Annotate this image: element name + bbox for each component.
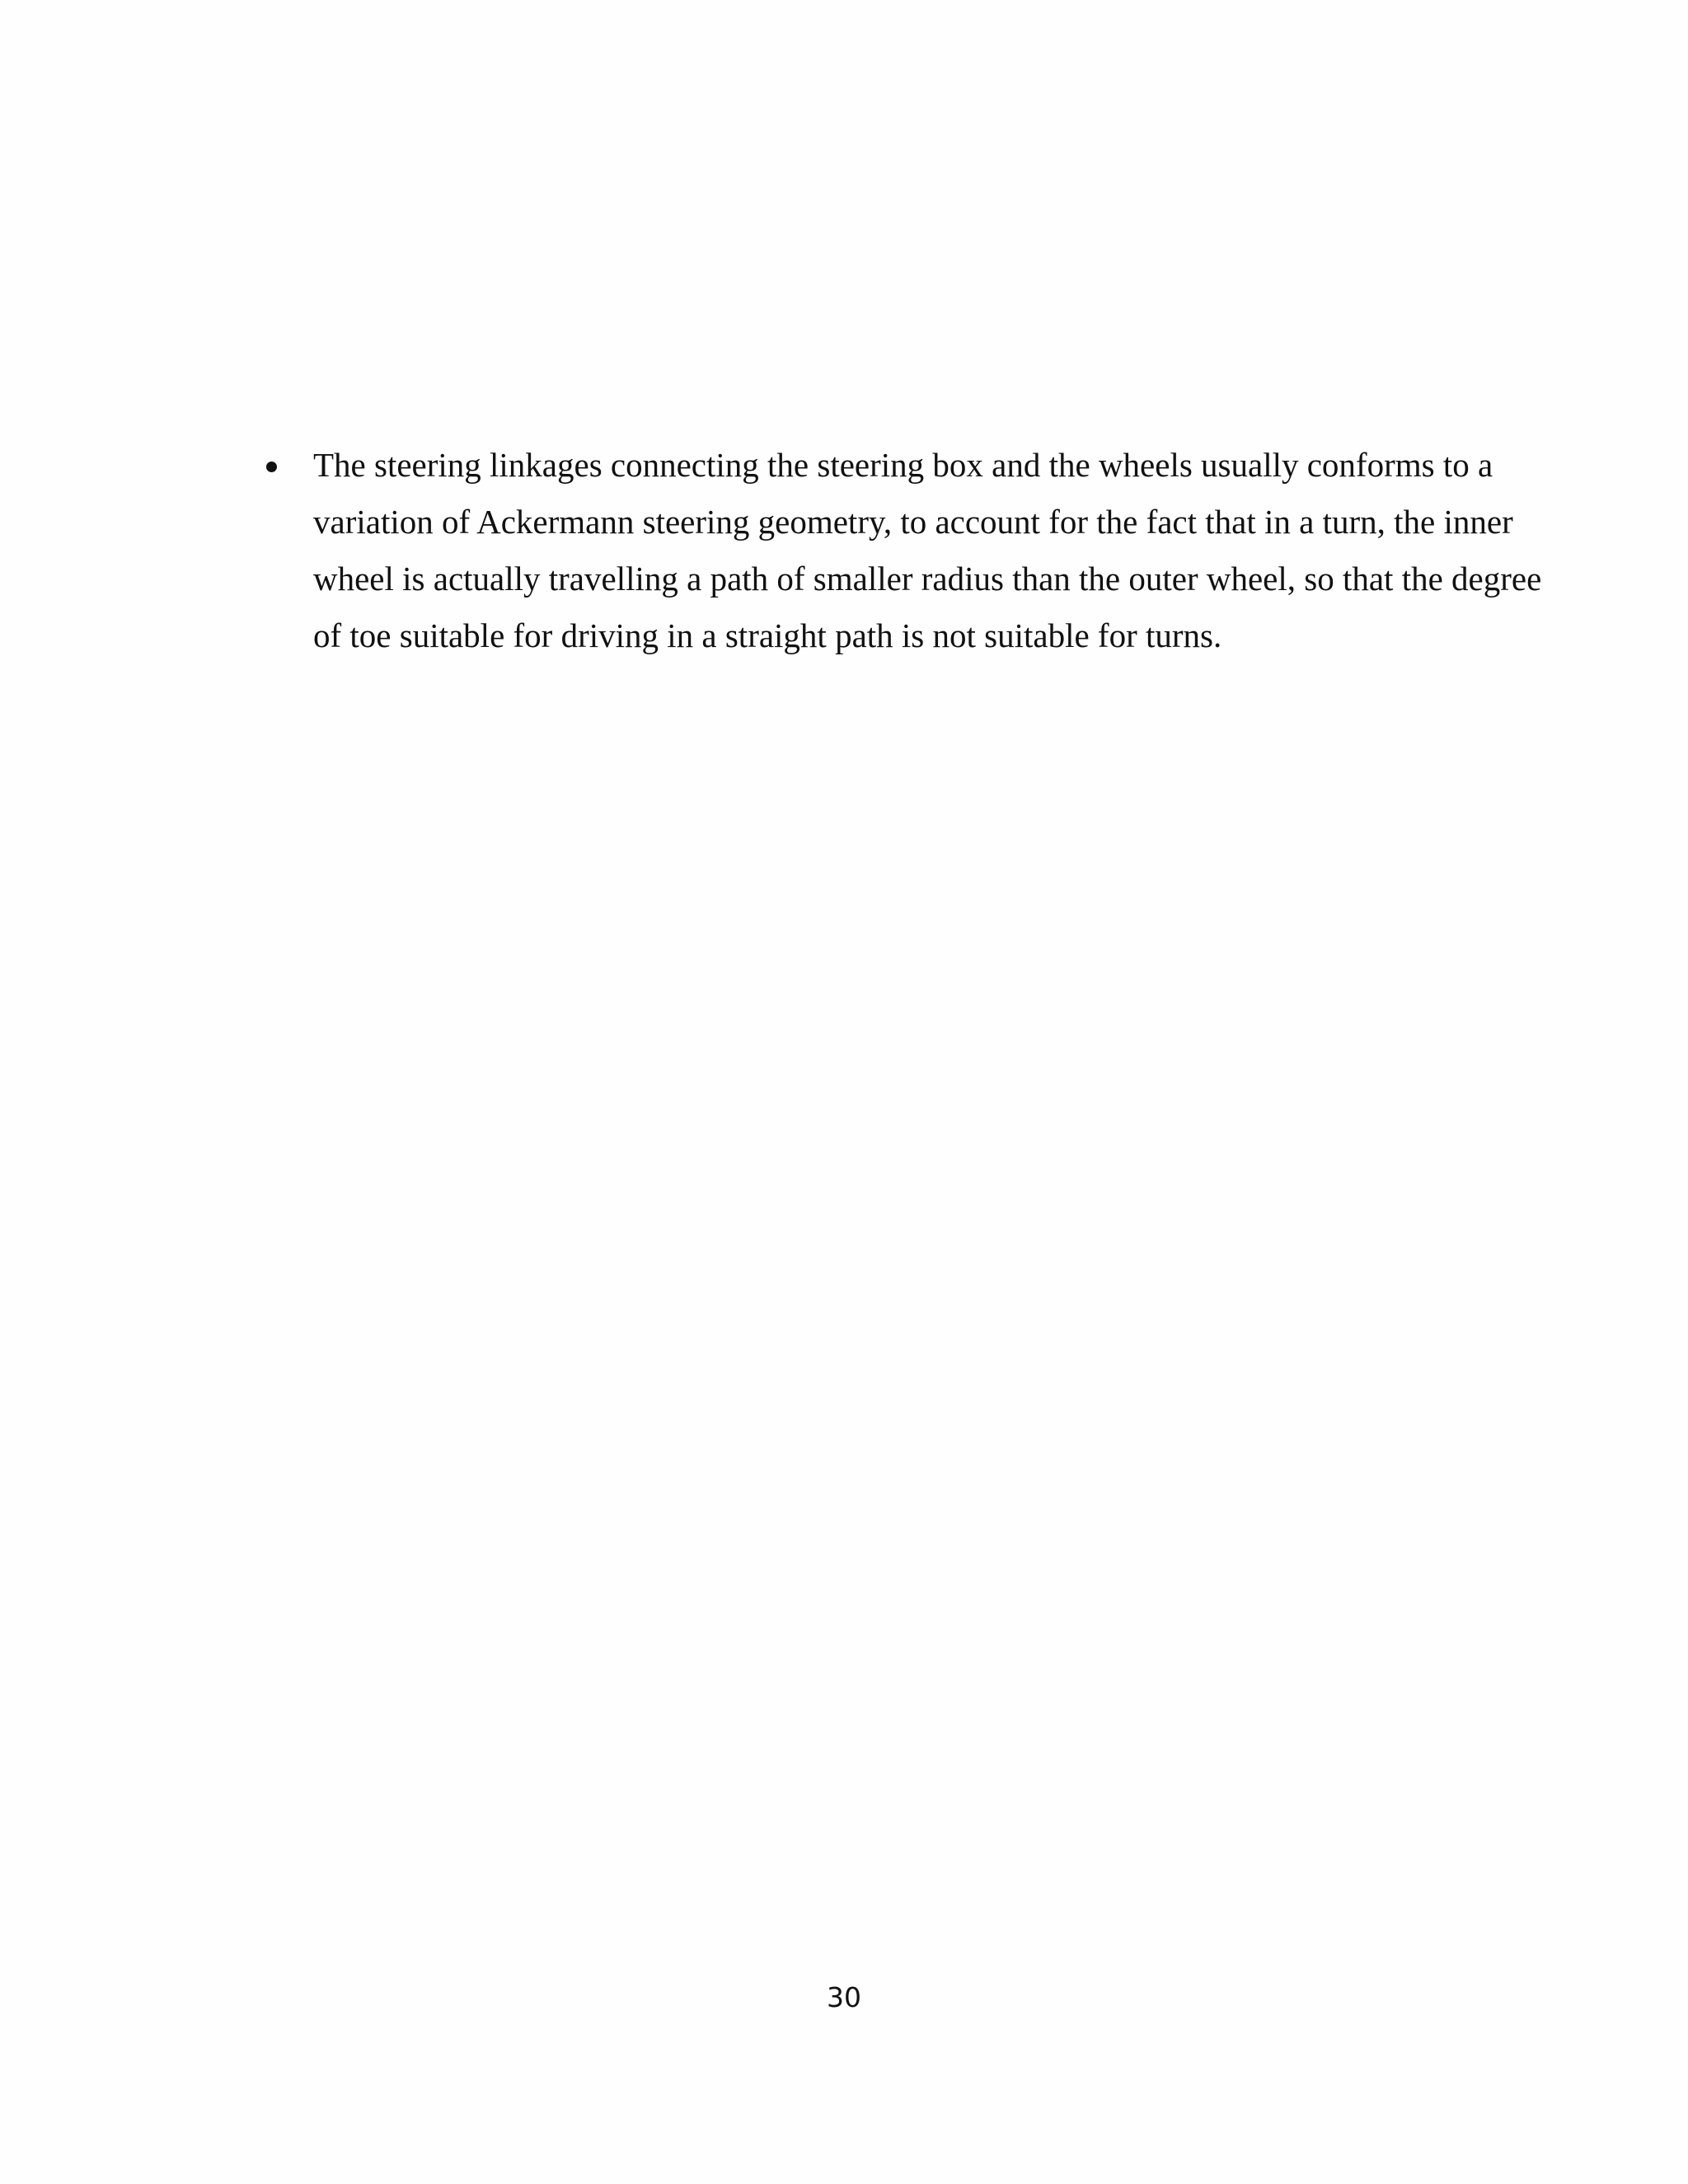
bullet-text-line: of toe suitable for driving in a straight path is not suitable for turns. bbox=[313, 616, 1222, 654]
bullet-item bbox=[261, 437, 1547, 664]
bullet-dot-icon bbox=[266, 462, 277, 472]
bullet-text-line: wheel is actually travelling a path of smaller radius than the outer wheel, so that the degree bbox=[313, 560, 1542, 598]
page-number: 30 bbox=[827, 1981, 861, 2013]
bullet-list bbox=[261, 437, 1547, 664]
bullet-text-line: variation of Ackermann steering geometry, to account for the fact that in a turn, the inner bbox=[313, 503, 1513, 541]
bullet-text-line: The steering linkages connecting the steering box and the wheels usually conforms to a bbox=[313, 446, 1493, 484]
